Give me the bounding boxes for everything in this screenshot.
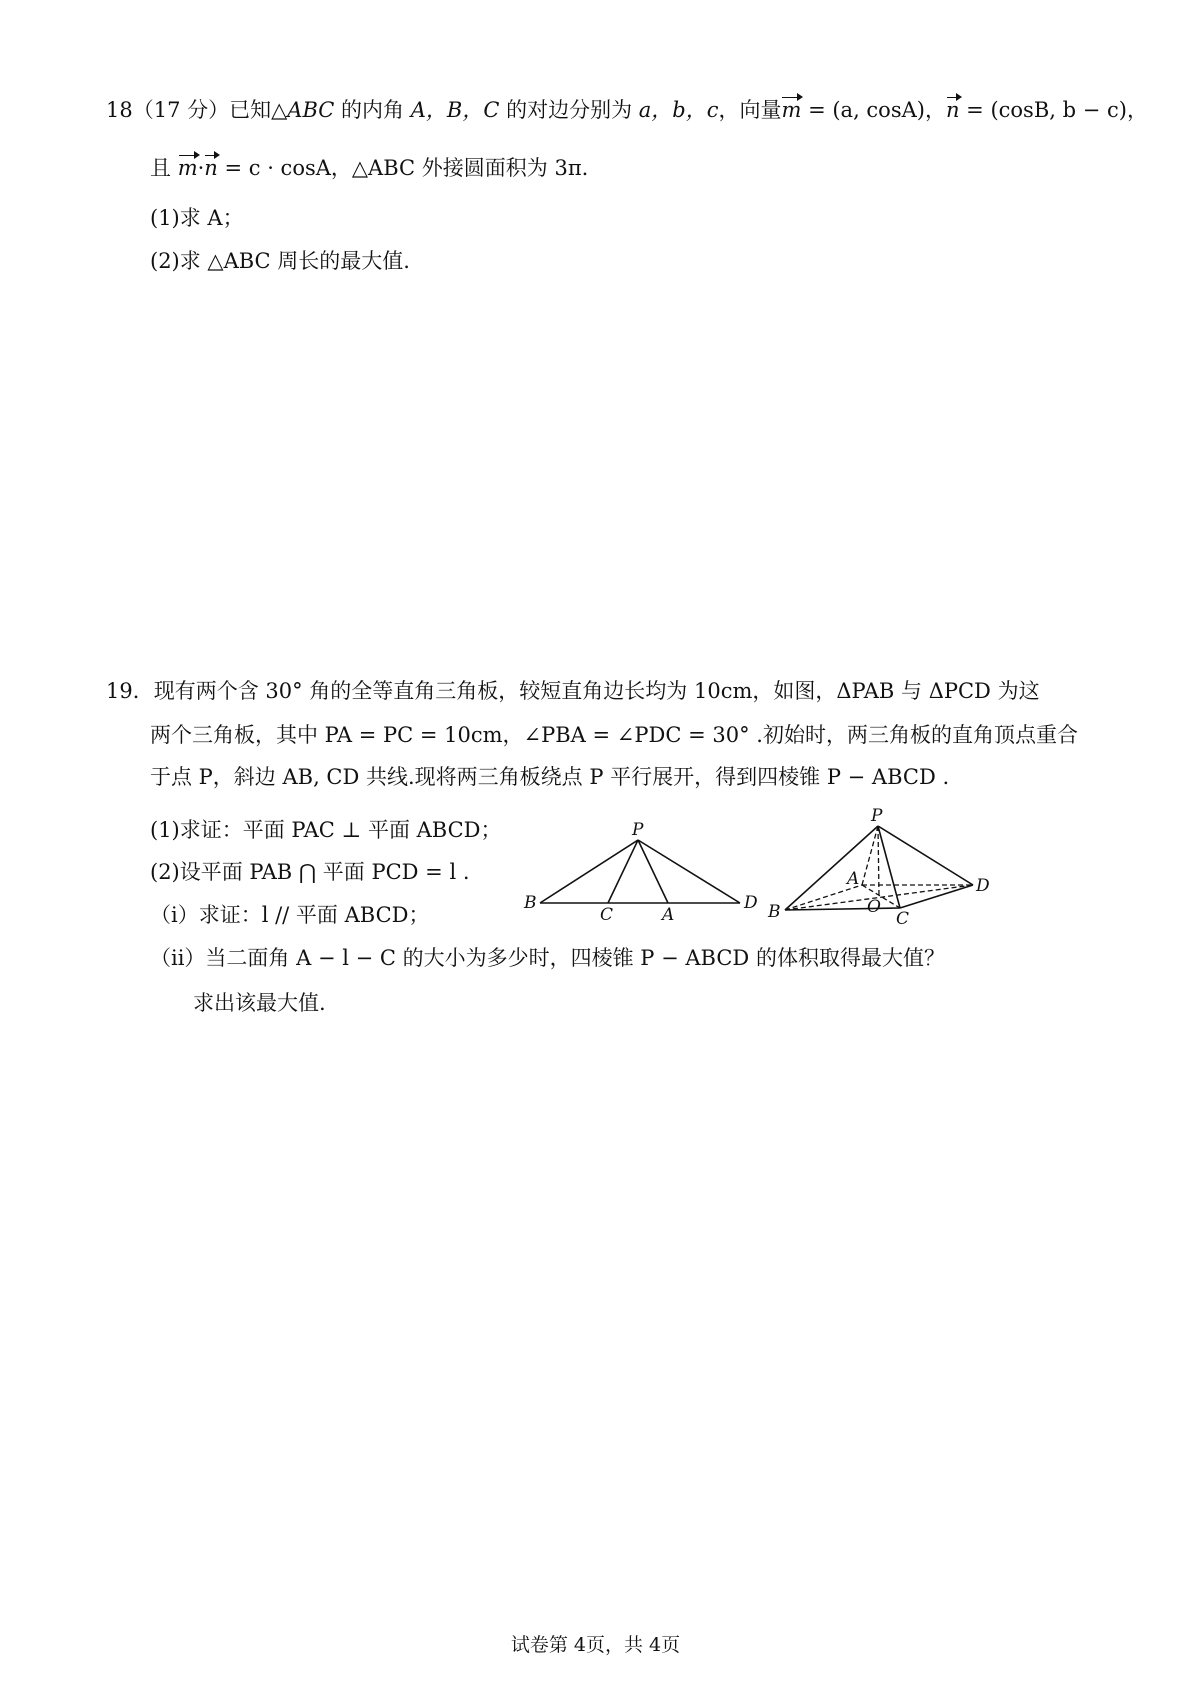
edge-cd: [900, 885, 973, 908]
label-c: C: [896, 909, 910, 929]
edge-pa-hidden: [862, 826, 878, 885]
label-b: B: [768, 902, 781, 922]
vector-n: n: [946, 93, 960, 125]
q19-part2-ii: （ii）当二面角 A − l − C 的大小为多少时，四棱锥 P − ABCD 的体积取得最大值？: [150, 946, 945, 970]
q18-triangle: ABC: [287, 98, 335, 122]
label-o: O: [867, 897, 881, 917]
q18-text: ，向量: [718, 98, 782, 122]
label-a: A: [662, 905, 675, 925]
q19-part2-i: （i）求证：l // 平面 ABCD；: [150, 903, 430, 927]
label-a: A: [847, 869, 860, 889]
vector-m-value: = (a, cosA)，: [801, 98, 946, 122]
q18-sides: a，b，c: [638, 98, 719, 122]
q19-part2: (2)设平面 PAB ⋂ 平面 PCD = l .: [150, 860, 470, 884]
label-b: B: [524, 893, 537, 913]
q19-number: 19．: [106, 679, 154, 703]
q18-part1: (1)求 A；: [150, 206, 244, 230]
vector-n: n: [204, 151, 218, 183]
figure-flat-triangles: [520, 815, 760, 925]
q18-line2: [150, 151, 588, 183]
vector-m: m: [178, 151, 198, 183]
q18-score: （17 分）: [132, 98, 230, 122]
page-footer: 试卷第 4页，共 4页: [510, 1634, 681, 1656]
q18-number: 18: [106, 98, 133, 122]
q19-line2: 两个三角板，其中 PA = PC = 10cm，∠PBA = ∠PDC = 30° .初始时，两三角板的直角顶点重合: [150, 723, 1078, 747]
figure-pyramid: [765, 800, 1000, 930]
q18-part2: (2)求 △ABC 周长的最大值.: [150, 249, 410, 273]
edge-pb: [785, 826, 878, 910]
q19-part2-ii-cont: 求出该最大值.: [193, 991, 326, 1015]
q19-line1: [106, 676, 1040, 706]
q19-line3: 于点 P，斜边 AB, CD 共线.现将两三角板绕点 P 平行展开，得到四棱锥 P − ABCD .: [150, 765, 950, 789]
q18-line1: [106, 93, 1148, 125]
vector-m: m: [781, 93, 801, 125]
label-p: P: [632, 820, 644, 840]
label-p: P: [871, 806, 883, 826]
q18-text: 的内角: [334, 98, 411, 122]
dot-operator: ·: [197, 156, 205, 180]
label-d: D: [744, 893, 758, 913]
q19-part1: (1)求证：平面 PAC ⊥ 平面 ABCD；: [150, 818, 502, 842]
q18-text: 已知△: [229, 98, 288, 122]
label-d: D: [976, 876, 990, 896]
q18-text: 的对边分别为: [499, 98, 639, 122]
q18-text: = c · cosA，△ABC 外接圆面积为 3π.: [217, 156, 589, 180]
q18-angles: A，B，C: [410, 98, 500, 122]
q19-text: 现有两个含 30° 角的全等直角三角板，较短直角边长均为 10cm，如图，ΔPAB 与 ΔPCD 为这: [153, 679, 1040, 703]
q18-text: 且: [150, 156, 178, 180]
vector-n-value: = (cosB, b − c)，: [959, 98, 1148, 122]
label-c: C: [600, 905, 614, 925]
